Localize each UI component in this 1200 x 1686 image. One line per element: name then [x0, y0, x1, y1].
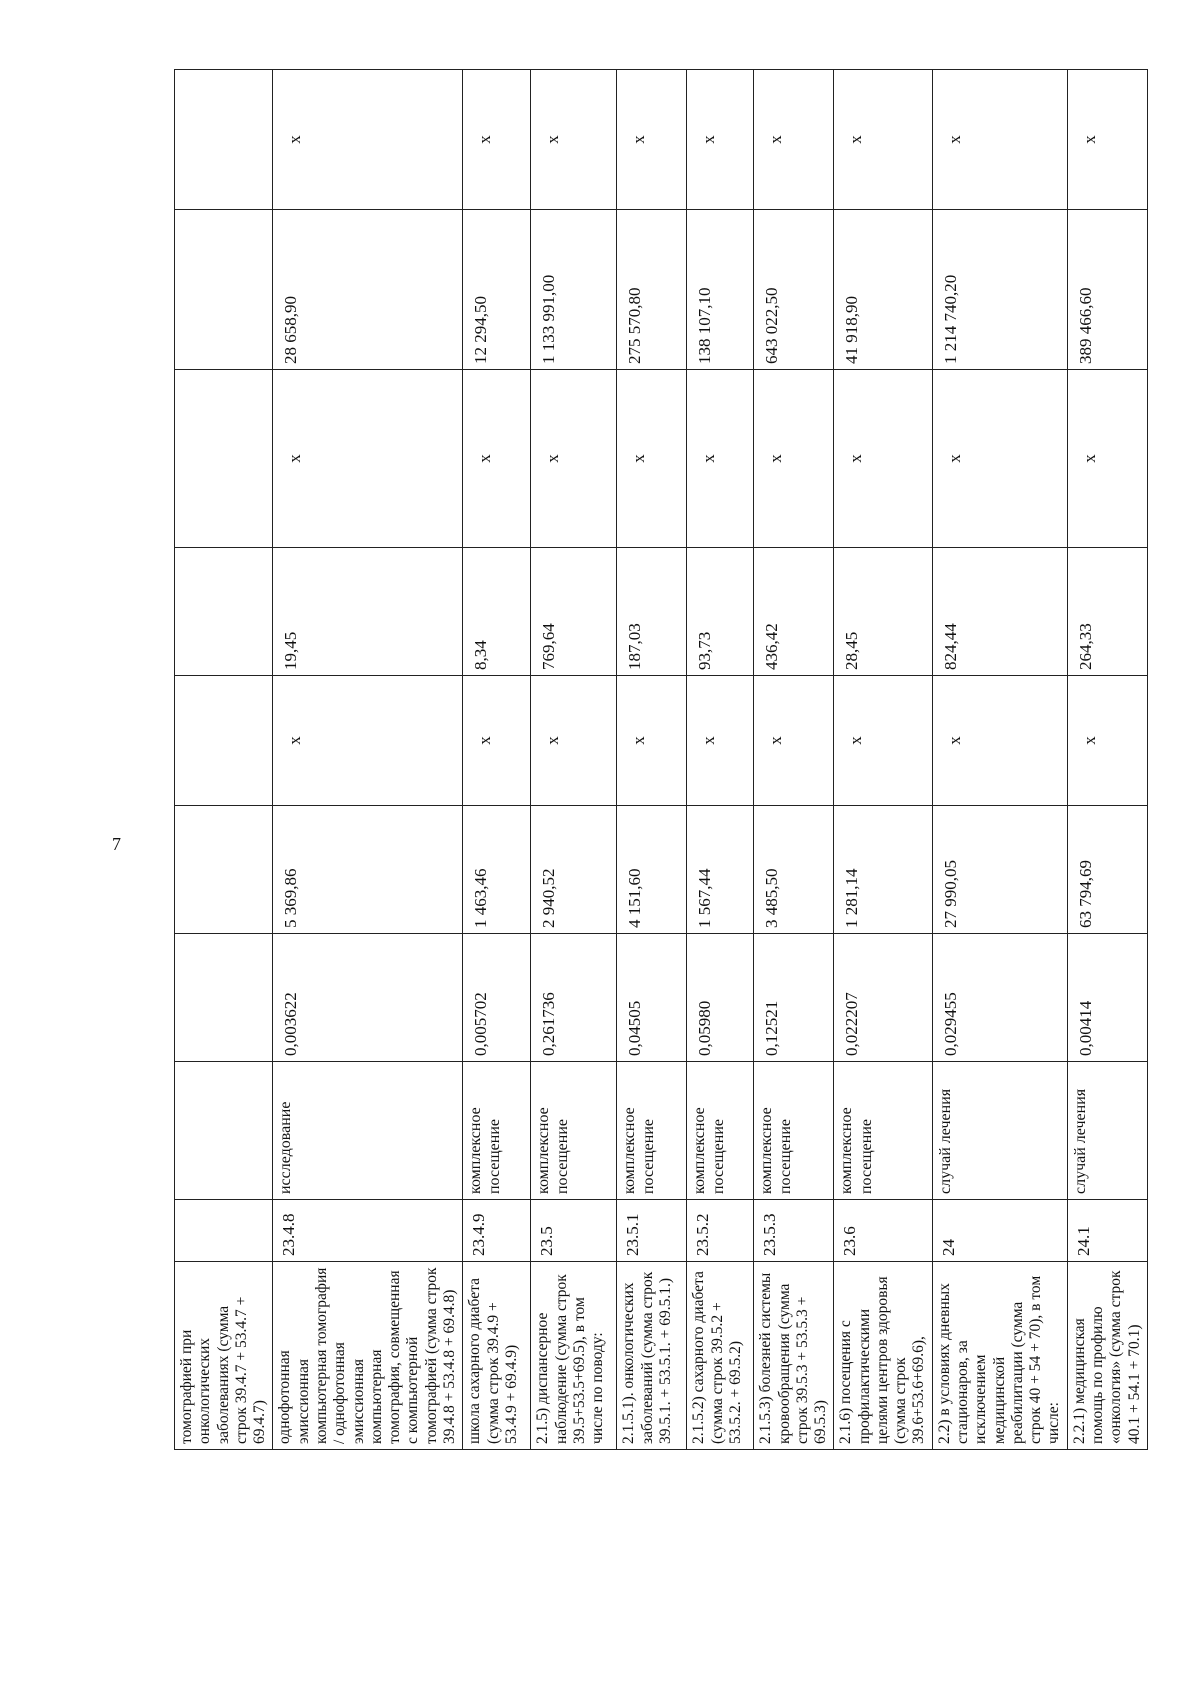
row-col8: [175, 370, 273, 548]
row-col7: 436,42: [754, 548, 834, 676]
row-col8: x: [273, 370, 463, 548]
row-rate: 0,005702: [463, 934, 531, 1062]
data-table: [174, 69, 1148, 1450]
table-row: [1067, 70, 1147, 1450]
row-rate: 0,022207: [834, 934, 932, 1062]
row-code: 24: [932, 1200, 1067, 1262]
row-rate: 0,05980: [687, 934, 754, 1062]
row-unit: комплексное посещение: [617, 1062, 687, 1200]
row-col9: 1 214 740,20: [932, 210, 1067, 370]
row-col6: x: [273, 676, 463, 806]
row-description: 2.1.5.3) болезней системы кровообращения (сумма строк 39.5.3 + 53.5.3 + 69.5.3): [754, 1262, 834, 1450]
row-unit: комплексное посещение: [687, 1062, 754, 1200]
row-rate: 0,00414: [1067, 934, 1147, 1062]
row-code: 23.5: [531, 1200, 617, 1262]
row-rate: 0,04505: [617, 934, 687, 1062]
row-code: 24.1: [1067, 1200, 1147, 1262]
row-col7: 769,64: [531, 548, 617, 676]
row-col9: 138 107,10: [687, 210, 754, 370]
row-col6: x: [531, 676, 617, 806]
row-col7: 824,44: [932, 548, 1067, 676]
row-col9: 28 658,90: [273, 210, 463, 370]
row-col10: [175, 70, 273, 210]
row-description: 2.1.6) посещения с профилактическими целями центров здоровья (сумма строк 39.6+53.6+69.6),: [834, 1262, 932, 1450]
row-col8: x: [834, 370, 932, 548]
table-row: [531, 70, 617, 1450]
row-description: 2.1.5.2) сахарного диабета (сумма строк 39.5.2 + 53.5.2. + 69.5.2): [687, 1262, 754, 1450]
row-cost: 4 151,60: [617, 806, 687, 934]
row-col10: x: [834, 70, 932, 210]
row-description: однофотонная эмиссионная компьютерная томография / однофотонная эмиссионная компьютерная томография, совмещенная с компьютерной томографией (сумма строк 39.4.8 + 53.4.8 + 69.4.8): [273, 1262, 463, 1450]
row-cost: 2 940,52: [531, 806, 617, 934]
row-code: 23.5.2: [687, 1200, 754, 1262]
row-description: 2.2.1) медицинская помощь по профилю «онкология» (сумма строк 40.1 + 54.1 + 70.1): [1067, 1262, 1147, 1450]
row-col9: 643 022,50: [754, 210, 834, 370]
row-col8: x: [531, 370, 617, 548]
row-col10: x: [1067, 70, 1147, 210]
row-col10: x: [754, 70, 834, 210]
row-description: школа сахарного диабета (сумма строк 39.4.9 + 53.4.9 + 69.4.9): [463, 1262, 531, 1450]
row-col6: x: [687, 676, 754, 806]
row-cost: 1 281,14: [834, 806, 932, 934]
row-col10: x: [617, 70, 687, 210]
row-col8: x: [754, 370, 834, 548]
row-col10: x: [687, 70, 754, 210]
row-col8: x: [687, 370, 754, 548]
table-row: [932, 70, 1067, 1450]
row-unit: комплексное посещение: [463, 1062, 531, 1200]
row-col9: 389 466,60: [1067, 210, 1147, 370]
table-container: [174, 70, 1143, 1450]
row-description: 2.1.5) диспансерное наблюдение (сумма строк 39.5+53.5+69.5), в том числе по поводу:: [531, 1262, 617, 1450]
row-col8: x: [617, 370, 687, 548]
row-col10: x: [273, 70, 463, 210]
row-col6: x: [932, 676, 1067, 806]
row-col8: x: [932, 370, 1067, 548]
table-row: [273, 70, 463, 1450]
row-unit: случай лечения: [932, 1062, 1067, 1200]
row-col9: 41 918,90: [834, 210, 932, 370]
row-cost: 1 567,44: [687, 806, 754, 934]
row-col7: 28,45: [834, 548, 932, 676]
row-col6: x: [834, 676, 932, 806]
table-row: [834, 70, 932, 1450]
row-col9: 12 294,50: [463, 210, 531, 370]
table-row: [687, 70, 754, 1450]
row-description: томографией при онкологических заболеваниях (сумма строк 39.4.7 + 53.4.7 + 69.4.7): [175, 1262, 273, 1450]
row-col7: 93,73: [687, 548, 754, 676]
row-col7: 19,45: [273, 548, 463, 676]
row-unit: комплексное посещение: [754, 1062, 834, 1200]
row-cost: 5 369,86: [273, 806, 463, 934]
row-code: 23.4.8: [273, 1200, 463, 1262]
row-unit: [175, 1062, 273, 1200]
row-col10: x: [531, 70, 617, 210]
row-cost: 1 463,46: [463, 806, 531, 934]
row-cost: [175, 806, 273, 934]
row-col10: x: [932, 70, 1067, 210]
row-unit: исследование: [273, 1062, 463, 1200]
row-rate: 0,003622: [273, 934, 463, 1062]
row-rate: [175, 934, 273, 1062]
table-row: [463, 70, 531, 1450]
row-unit: случай лечения: [1067, 1062, 1147, 1200]
row-unit: комплексное посещение: [834, 1062, 932, 1200]
row-description: 2.1.5.1). онкологических заболеваний (сумма строк 39.5.1. + 53.5.1. + 69.5.1.): [617, 1262, 687, 1450]
row-rate: 0,261736: [531, 934, 617, 1062]
table-row: [754, 70, 834, 1450]
row-description: 2.2) в условиях дневных стационаров, за исключением медицинской реабилитации (сумма строк 40 + 54 + 70), в том числе:: [932, 1262, 1067, 1450]
row-unit: комплексное посещение: [531, 1062, 617, 1200]
row-col6: x: [617, 676, 687, 806]
row-rate: 0,12521: [754, 934, 834, 1062]
row-col7: 8,34: [463, 548, 531, 676]
row-cost: 63 794,69: [1067, 806, 1147, 934]
row-col6: x: [754, 676, 834, 806]
row-col7: [175, 548, 273, 676]
row-code: 23.5.3: [754, 1200, 834, 1262]
table-row: [617, 70, 687, 1450]
row-rate: 0,029455: [932, 934, 1067, 1062]
row-code: 23.6: [834, 1200, 932, 1262]
row-col9: [175, 210, 273, 370]
row-col9: 1 133 991,00: [531, 210, 617, 370]
page-number: 7: [112, 834, 121, 854]
row-col10: x: [463, 70, 531, 210]
row-col7: 264,33: [1067, 548, 1147, 676]
row-col6: x: [1067, 676, 1147, 806]
row-cost: 3 485,50: [754, 806, 834, 934]
row-col6: [175, 676, 273, 806]
row-col9: 275 570,80: [617, 210, 687, 370]
row-code: 23.4.9: [463, 1200, 531, 1262]
rotated-table: [174, 70, 1143, 1450]
row-col8: x: [463, 370, 531, 548]
row-col8: x: [1067, 370, 1147, 548]
row-col6: x: [463, 676, 531, 806]
row-col7: 187,03: [617, 548, 687, 676]
table-row: [175, 70, 273, 1450]
row-cost: 27 990,05: [932, 806, 1067, 934]
row-code: [175, 1200, 273, 1262]
row-code: 23.5.1: [617, 1200, 687, 1262]
